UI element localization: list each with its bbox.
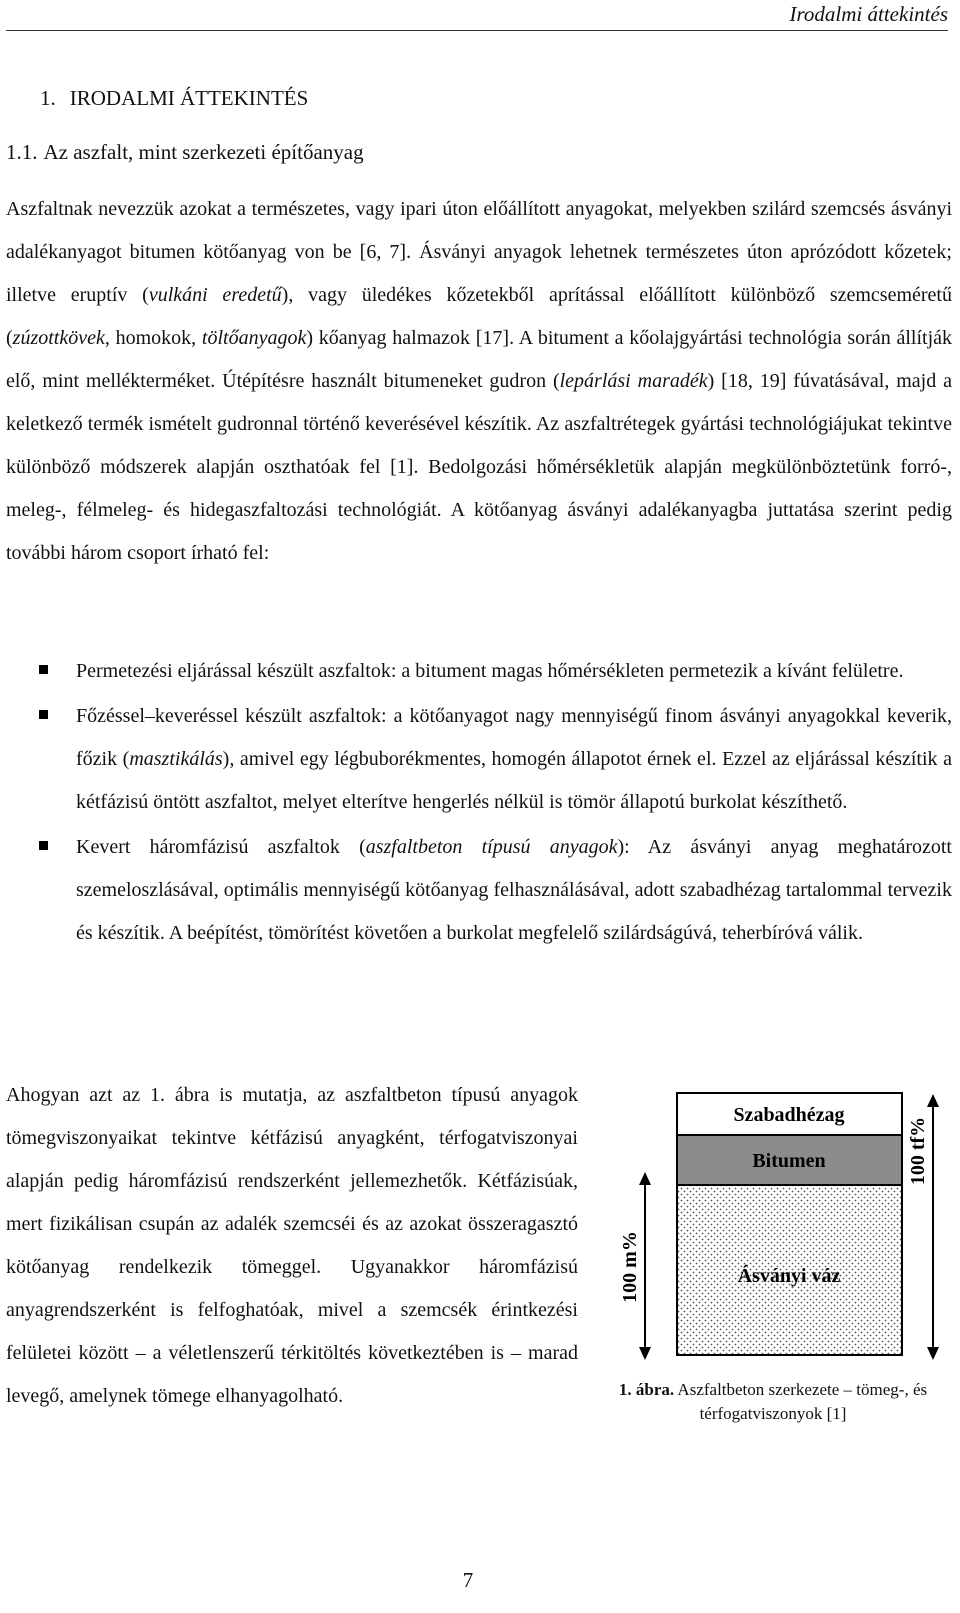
binder-label: Bitumen: [752, 1150, 826, 1172]
term-italic: töltőanyagok: [201, 327, 307, 349]
mass-percent-label: 100 m%: [619, 1231, 641, 1303]
arrow-down-icon: [927, 1347, 939, 1360]
figure-description-paragraph: Ahogyan azt az 1. ábra is mutatja, az aszfaltbeton típusú anyagok tömegviszonyaikat tekintve kétfázisú anyagként, térfogatviszonyai alapján pedig háromfázisú rendszerként jellemezhetők. Kétfázisúak, mert fizikálisan csupán az adalék szemcséi és az azokat összeragasztó kötőanyag rendelkezik tömeggel. Ugyanakkor háromfázisú anyagrendszerként is felfoghatóak, mivel a szemcsék érintkezési felületei között – a véletlenszerű térkitöltés következtében is – marad levegő, amelynek tömege elhanyagolható.: [6, 1084, 578, 1407]
arrow-up-icon: [927, 1094, 939, 1107]
term-italic: zúzottkövek: [12, 327, 105, 349]
list-item: Kevert háromfázisú aszfaltok (aszfaltbeton típusú anyagok): Az ásványi anyag meghatározott szemeloszlásával, optimális mennyiségű kötőanyag felhasználásával, adott szabadhézag tartalommal tervezik és készítik. A beépítést, tömörítést követően a burkolat megfelelő szilárdságúvá, teherbíróvá válik.: [6, 826, 952, 955]
bullet-square-icon: [39, 841, 48, 850]
chapter-number: 1.: [40, 86, 56, 110]
list-item: Főzéssel–keveréssel készült aszfaltok: a kötőanyagot nagy mennyiségű finom ásványi anyagokkal keverik, főzik (masztikálás), amivel egy légbuborékmentes, homogén állapotot érnek el. Ezzel az eljárással készítik a kétfázisú öntött aszfaltot, melyet elterítve hengerlés nélkül is tömör állapotú burkolat készíthető.: [6, 695, 952, 824]
arrow-down-icon: [639, 1347, 651, 1360]
running-header: Irodalmi áttekintés: [789, 2, 948, 26]
arrow-up-icon: [639, 1172, 651, 1185]
aggregate-label: Ásványi váz: [737, 1265, 841, 1287]
phase-diagram: [596, 1085, 950, 1370]
chapter-title: IRODALMI ÁTTEKINTÉS: [69, 86, 309, 110]
header-rule: [6, 30, 948, 31]
figure-caption: [596, 1378, 950, 1426]
section-title: Az aszfalt, mint szerkezeti építőanyag: [43, 140, 364, 164]
technology-list: [6, 650, 952, 957]
asphalt-structure-figure: [596, 1085, 950, 1370]
bullet-square-icon: [39, 665, 48, 674]
air-void-label: Szabadhézag: [733, 1104, 845, 1126]
chapter-heading: [40, 86, 308, 111]
volume-percent-label: 100 tf%: [907, 1116, 929, 1186]
intro-paragraph: Aszfaltnak nevezzük azokat a természetes, vagy ipari úton előállított anyagokat, melyekben szilárd szemcsés ásványi adalékanyagot bitumen kötőanyag von be [6, 7]. Ásványi anyagok lehetnek természetes úton aprózódott kőzetek; illetve eruptív (vulkáni eredetű), vagy üledékes kőzetekből aprítással előállított különböző szemcseméretű (zúzottkövek, homokok, töltőanyagok) kőanyag halmazok [17]. A bitument a kőolajgyártási technológia során állítják elő, mint mellékterméket. Útépítésre használt bitumeneket gudron (lepárlási maradék) [18, 19] fúvatásával, majd a keletkező termék ismételt gudronnal történő keverésével készítik. Az aszfaltrétegek gyártási technológiájukat tekintve különböző módszerek alapján oszthatóak fel [1]. Bedolgozási hőmérsékletük alapján megkülönböztetünk forró-, meleg-, félmeleg- és hidegaszfaltozási technológiát. A kötőanyag ásványi adalékanyagba juttatása szerint pedig további három csoport írható fel:: [6, 198, 953, 564]
term-italic: lepárlási maradék: [559, 370, 708, 392]
caption-text: Aszfaltbeton szerkezete – tömeg-, és térfogatviszonyok [1]: [674, 1380, 928, 1423]
list-item: Permetezési eljárással készült aszfaltok: a bitument magas hőmérsékleten permetezik a kívánt felületre.: [6, 650, 952, 693]
term-italic: vulkáni eredetű: [148, 284, 282, 306]
bullet-square-icon: [39, 710, 48, 719]
section-heading: [6, 140, 364, 165]
caption-label: 1. ábra.: [618, 1380, 675, 1399]
section-number: 1.1.: [6, 140, 38, 164]
page-number: 7: [462, 1568, 474, 1592]
